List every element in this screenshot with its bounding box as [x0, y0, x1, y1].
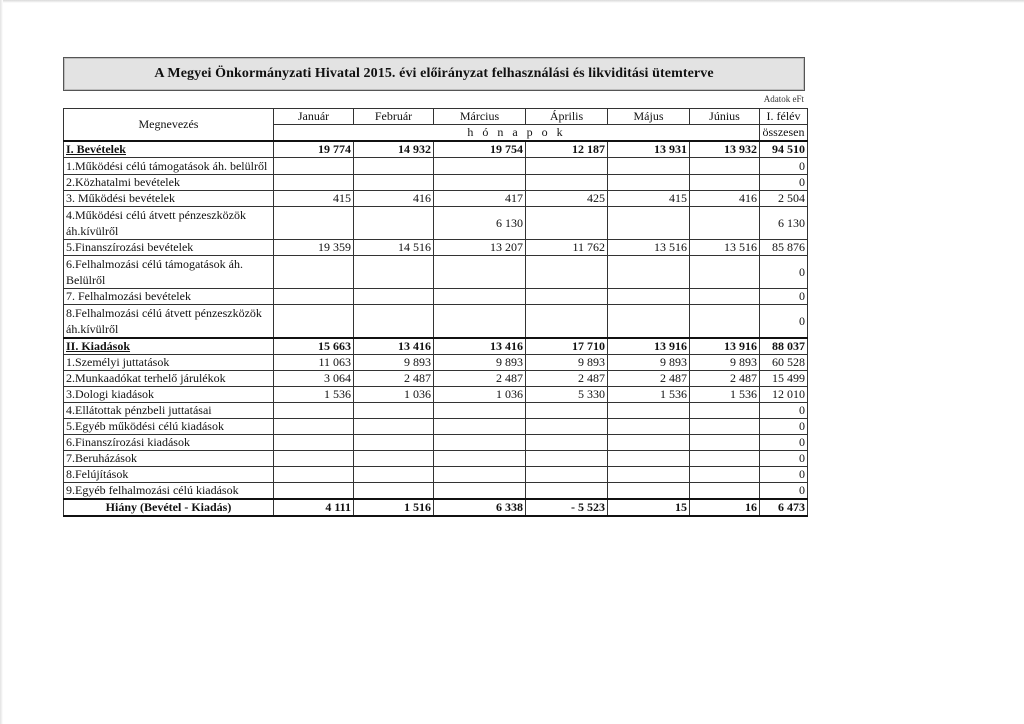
cell-month-value — [434, 305, 526, 339]
cell-month-value — [354, 467, 434, 483]
cell-month-value — [354, 305, 434, 339]
cell-half-year-total: 0 — [760, 435, 808, 451]
row-label: 3. Működési bevételek — [64, 191, 274, 207]
table-row — [64, 256, 808, 289]
header-months-caption: h ó n a p o k — [274, 125, 760, 142]
cell-month-value — [354, 403, 434, 419]
cell-month-value — [526, 467, 608, 483]
cell-month-value: 2 487 — [608, 371, 690, 387]
table-row — [64, 175, 808, 191]
cell-month-value — [690, 467, 760, 483]
cell-month-value — [274, 467, 354, 483]
cell-month-value: 19 359 — [274, 240, 354, 256]
cell-month-value: 13 416 — [434, 338, 526, 355]
cell-month-value — [608, 289, 690, 305]
cell-month-value — [526, 305, 608, 339]
header-month-mar: Március — [434, 109, 526, 125]
cell-half-year-total: 0 — [760, 403, 808, 419]
cell-month-value — [274, 256, 354, 289]
cell-month-value — [274, 435, 354, 451]
cell-month-value — [608, 403, 690, 419]
cell-month-value — [274, 289, 354, 305]
cell-month-value — [434, 435, 526, 451]
cell-half-year-total: 15 499 — [760, 371, 808, 387]
cell-half-year-total: 94 510 — [760, 141, 808, 158]
cell-month-value: 19 774 — [274, 141, 354, 158]
header-name: Megnevezés — [64, 109, 274, 142]
cell-month-value — [354, 289, 434, 305]
cell-month-value — [608, 305, 690, 339]
cell-month-value: 11 063 — [274, 355, 354, 371]
cell-month-value: 416 — [690, 191, 760, 207]
table-row — [64, 403, 808, 419]
cell-month-value: 15 663 — [274, 338, 354, 355]
cell-month-value — [434, 467, 526, 483]
table-row — [64, 387, 808, 403]
cell-month-value: 415 — [608, 191, 690, 207]
row-label: 3.Dologi kiadások — [64, 387, 274, 403]
cell-month-value — [274, 175, 354, 191]
cell-month-value — [608, 158, 690, 175]
table-row — [64, 451, 808, 467]
document-title — [63, 57, 805, 91]
cell-month-value: 13 416 — [354, 338, 434, 355]
cell-month-value — [608, 451, 690, 467]
cell-month-value: 16 — [690, 499, 760, 516]
row-label: 6.Finanszírozási kiadások — [64, 435, 274, 451]
cell-month-value: 13 207 — [434, 240, 526, 256]
cell-month-value — [354, 158, 434, 175]
header-half-year: I. félév — [760, 109, 808, 125]
cell-month-value — [690, 403, 760, 419]
cell-month-value: 13 516 — [690, 240, 760, 256]
cell-month-value: 425 — [526, 191, 608, 207]
row-label: 7. Felhalmozási bevételek — [64, 289, 274, 305]
cell-month-value: 9 893 — [608, 355, 690, 371]
header-month-may: Május — [608, 109, 690, 125]
cell-month-value: 13 916 — [608, 338, 690, 355]
cell-month-value — [434, 289, 526, 305]
cell-month-value: 9 893 — [354, 355, 434, 371]
cell-month-value: 5 330 — [526, 387, 608, 403]
row-label: 2.Közhatalmi bevételek — [64, 175, 274, 191]
units-note: Adatok eFt — [763, 94, 804, 104]
cell-month-value — [526, 207, 608, 240]
row-label: I. Bevételek — [64, 141, 274, 158]
cell-month-value — [526, 158, 608, 175]
table-row — [64, 207, 808, 240]
cell-month-value: 1 036 — [354, 387, 434, 403]
cell-half-year-total: 0 — [760, 175, 808, 191]
row-label: 1.Működési célú támogatások áh. belülről — [64, 158, 274, 175]
table-row — [64, 355, 808, 371]
cell-month-value — [608, 483, 690, 500]
table-section-row — [64, 338, 808, 355]
cell-half-year-total: 6 130 — [760, 207, 808, 240]
cell-month-value — [274, 158, 354, 175]
cell-month-value: 9 893 — [434, 355, 526, 371]
cell-half-year-total: 88 037 — [760, 338, 808, 355]
cell-month-value — [354, 451, 434, 467]
row-label: 4.Működési célú átvett pénzeszközök áh.kívülről — [64, 207, 274, 240]
cell-half-year-total: 0 — [760, 451, 808, 467]
cell-month-value — [690, 483, 760, 500]
cell-month-value — [608, 435, 690, 451]
cell-month-value — [526, 289, 608, 305]
cell-month-value — [354, 419, 434, 435]
cell-half-year-total: 85 876 — [760, 240, 808, 256]
cell-half-year-total: 60 528 — [760, 355, 808, 371]
cell-month-value — [354, 435, 434, 451]
table-row — [64, 240, 808, 256]
cell-month-value — [434, 256, 526, 289]
row-label: 6.Felhalmozási célú támogatások áh. Belülről — [64, 256, 274, 289]
cell-half-year-total: 0 — [760, 305, 808, 339]
cell-month-value — [608, 256, 690, 289]
cell-month-value: 1 036 — [434, 387, 526, 403]
cell-half-year-total: 0 — [760, 158, 808, 175]
cell-month-value: 11 762 — [526, 240, 608, 256]
cell-month-value: 9 893 — [526, 355, 608, 371]
cell-half-year-total: 0 — [760, 289, 808, 305]
cell-month-value — [274, 451, 354, 467]
cell-month-value: - 5 523 — [526, 499, 608, 516]
cell-month-value — [354, 175, 434, 191]
header-row-months — [64, 109, 808, 125]
cell-month-value — [434, 403, 526, 419]
row-label: 5.Finanszírozási bevételek — [64, 240, 274, 256]
cell-month-value — [274, 305, 354, 339]
row-label: 8.Felújítások — [64, 467, 274, 483]
header-half-year-total: összesen — [760, 125, 808, 142]
cell-month-value: 2 487 — [434, 371, 526, 387]
table-row — [64, 483, 808, 500]
cell-month-value — [690, 256, 760, 289]
cell-month-value: 4 111 — [274, 499, 354, 516]
table-row — [64, 419, 808, 435]
cell-month-value: 19 754 — [434, 141, 526, 158]
cell-month-value — [608, 175, 690, 191]
cell-half-year-total: 2 504 — [760, 191, 808, 207]
cell-half-year-total: 0 — [760, 483, 808, 500]
cell-month-value — [608, 419, 690, 435]
cell-month-value — [526, 175, 608, 191]
cell-month-value — [690, 419, 760, 435]
cell-month-value — [274, 403, 354, 419]
cell-half-year-total: 0 — [760, 256, 808, 289]
cell-month-value — [274, 483, 354, 500]
cell-month-value: 9 893 — [690, 355, 760, 371]
table-total-row — [64, 499, 808, 516]
cell-month-value — [526, 435, 608, 451]
scan-edge-left — [0, 0, 3, 724]
row-label: 1.Személyi juttatások — [64, 355, 274, 371]
table-row — [64, 191, 808, 207]
cell-month-value: 12 187 — [526, 141, 608, 158]
cell-month-value — [526, 419, 608, 435]
cell-month-value — [434, 158, 526, 175]
cell-month-value — [274, 207, 354, 240]
cell-month-value — [526, 256, 608, 289]
cell-month-value: 2 487 — [354, 371, 434, 387]
cell-month-value — [690, 207, 760, 240]
cell-month-value: 2 487 — [690, 371, 760, 387]
cell-month-value — [608, 207, 690, 240]
cell-month-value — [690, 158, 760, 175]
cell-month-value — [690, 175, 760, 191]
table-row — [64, 467, 808, 483]
row-label: Hiány (Bevétel - Kiadás) — [64, 499, 274, 516]
header-month-feb: Február — [354, 109, 434, 125]
table-row — [64, 158, 808, 175]
cell-month-value — [354, 207, 434, 240]
cell-month-value: 6 338 — [434, 499, 526, 516]
cell-month-value — [354, 483, 434, 500]
cell-month-value: 14 932 — [354, 141, 434, 158]
cell-month-value — [526, 483, 608, 500]
cell-month-value — [690, 451, 760, 467]
cell-month-value — [608, 467, 690, 483]
cell-month-value — [354, 256, 434, 289]
cell-month-value — [434, 483, 526, 500]
cell-month-value: 417 — [434, 191, 526, 207]
table-row — [64, 435, 808, 451]
cell-month-value: 14 516 — [354, 240, 434, 256]
cell-month-value: 2 487 — [526, 371, 608, 387]
header-month-jun: Június — [690, 109, 760, 125]
cell-half-year-total: 6 473 — [760, 499, 808, 516]
cell-month-value — [274, 419, 354, 435]
cell-month-value: 13 516 — [608, 240, 690, 256]
cell-half-year-total: 12 010 — [760, 387, 808, 403]
header-month-apr: Április — [526, 109, 608, 125]
cell-month-value: 15 — [608, 499, 690, 516]
cell-month-value: 13 931 — [608, 141, 690, 158]
row-label: 9.Egyéb felhalmozási célú kiadások — [64, 483, 274, 500]
cell-half-year-total: 0 — [760, 467, 808, 483]
cell-month-value: 416 — [354, 191, 434, 207]
cell-month-value: 1 516 — [354, 499, 434, 516]
cell-month-value — [690, 305, 760, 339]
cell-month-value: 1 536 — [690, 387, 760, 403]
table-row — [64, 371, 808, 387]
table-row — [64, 305, 808, 339]
cell-month-value — [434, 419, 526, 435]
row-label: II. Kiadások — [64, 338, 274, 355]
cell-month-value — [526, 451, 608, 467]
cell-half-year-total: 0 — [760, 419, 808, 435]
document-title-text: A Megyei Önkormányzati Hivatal 2015. évi előirányzat felhasználási és likviditási ütemterve — [154, 66, 714, 81]
cell-month-value — [690, 289, 760, 305]
cell-month-value — [526, 403, 608, 419]
cell-month-value: 3 064 — [274, 371, 354, 387]
cell-month-value — [434, 175, 526, 191]
row-label: 7.Beruházások — [64, 451, 274, 467]
header-month-jan: Január — [274, 109, 354, 125]
cell-month-value: 17 710 — [526, 338, 608, 355]
scan-edge-top — [0, 0, 1024, 3]
liquidity-schedule-table — [63, 108, 808, 517]
cell-month-value: 6 130 — [434, 207, 526, 240]
cell-month-value: 1 536 — [274, 387, 354, 403]
row-label: 4.Ellátottak pénzbeli juttatásai — [64, 403, 274, 419]
row-label: 8.Felhalmozási célú átvett pénzeszközök áh.kívülről — [64, 305, 274, 339]
row-label: 5.Egyéb működési célú kiadások — [64, 419, 274, 435]
table-section-row — [64, 141, 808, 158]
table-row — [64, 289, 808, 305]
cell-month-value: 1 536 — [608, 387, 690, 403]
cell-month-value: 415 — [274, 191, 354, 207]
cell-month-value: 13 916 — [690, 338, 760, 355]
cell-month-value — [690, 435, 760, 451]
cell-month-value — [434, 451, 526, 467]
row-label: 2.Munkaadókat terhelő járulékok — [64, 371, 274, 387]
cell-month-value: 13 932 — [690, 141, 760, 158]
